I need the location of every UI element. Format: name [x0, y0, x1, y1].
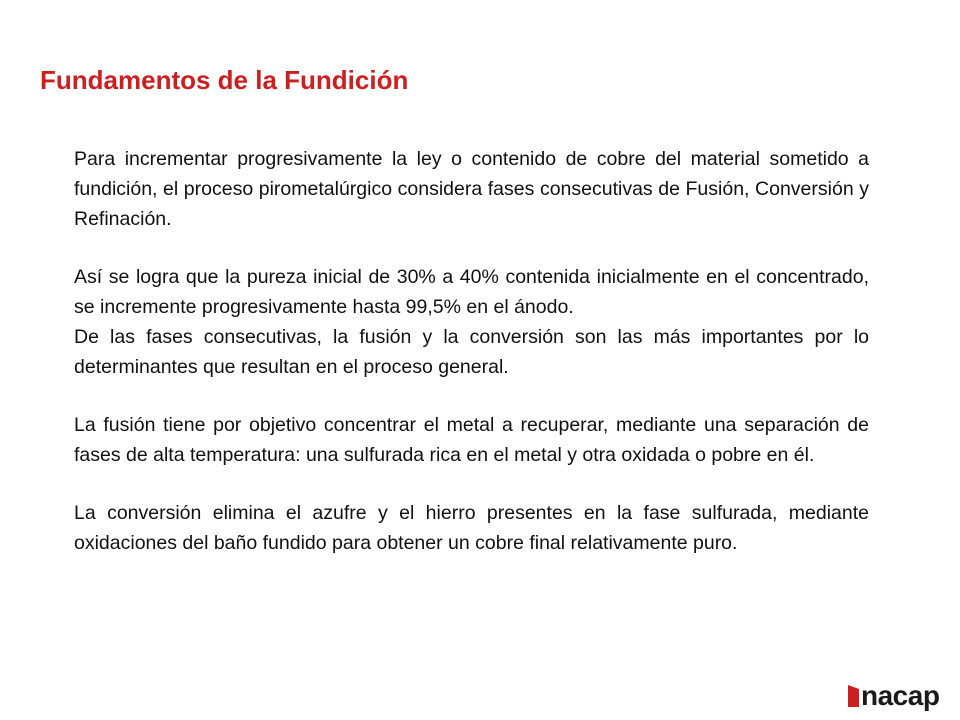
slide-body [74, 144, 869, 558]
logo-wordmark: nacap [861, 680, 940, 711]
slide-title: Fundamentos de la Fundición [40, 65, 409, 95]
paragraph-purity: Así se logra que la pureza inicial de 30% a 40% contenida inicialmente en el concentrado, se incremente progresivamente hasta 99,5% en el ánodo. [74, 266, 869, 318]
inacap-logo-mark-icon [848, 685, 859, 707]
inacap-logo [848, 681, 939, 711]
paragraph-conversion: La conversión elimina el azufre y el hierro presentes en la fase sulfurada, mediante oxidaciones del baño fundido para obtener un cobre final relativamente puro. [74, 502, 869, 554]
paragraph-intro: Para incrementar progresivamente la ley o contenido de cobre del material sometido a fundición, el proceso pirometalúrgico considera fases consecutivas de Fusión, Conversión y Refinación. [74, 148, 869, 230]
paragraph-phases: De las fases consecutivas, la fusión y la conversión son las más importantes por lo determinantes que resultan en el proceso general. [74, 326, 869, 378]
paragraph-fusion: La fusión tiene por objetivo concentrar el metal a recuperar, mediante una separación de fases de alta temperatura: una sulfurada rica en el metal y otra oxidada o pobre en él. [74, 414, 869, 466]
